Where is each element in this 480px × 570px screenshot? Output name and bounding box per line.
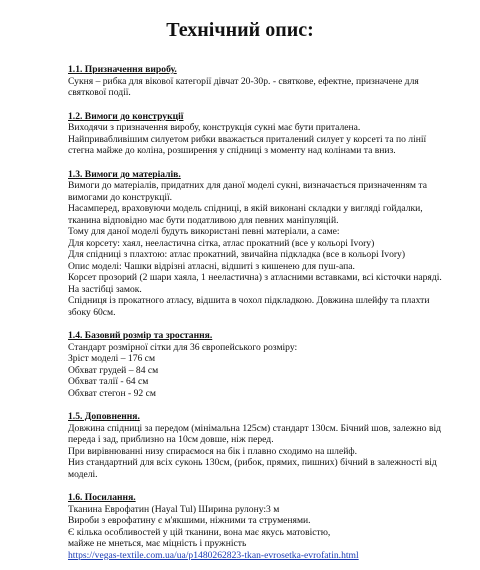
section-additions bbox=[68, 411, 452, 480]
section-materials bbox=[68, 169, 452, 319]
paragraph: Стандарт розмірної сітки для 36 європейського розміру: bbox=[68, 341, 298, 353]
paragraph: Тканина Еврофатин (Hayal Tul) Ширина рулону:3 м bbox=[68, 503, 280, 515]
paragraph: Опис моделі: Чашки відрізні атласні, відшиті з кишенею для пуш-апа. bbox=[68, 260, 355, 272]
paragraph: Тому для даної моделі будуть використані певні матеріали, а саме: bbox=[68, 226, 340, 237]
section-references bbox=[68, 492, 452, 561]
paragraph: Низ стандартний для всіх суконь 130см, (рибок, прямих, пишних) бічний в залежності від моделі. bbox=[68, 457, 437, 480]
section-heading: 1.3. Вимоги до матеріалів. bbox=[68, 168, 181, 180]
section-heading: 1.5. Доповнення. bbox=[68, 411, 140, 422]
paragraph: Довжина спідниці за передом (мінімальна 125см) стандарт 130см. Бічний шов, залежно від переда і зад, приблизно на 10см довше, ніж перед. bbox=[68, 422, 442, 445]
paragraph: Для спідниці з плахтою: атлас прокатний, звичайна підкладка (все в кольорі Ivory) bbox=[68, 249, 406, 260]
section-heading: 1.4. Базовий розмір та зростання. bbox=[68, 330, 213, 341]
paragraph: Корсет прозорий (2 шари хаяла, 1 нееластична) з атласними вставками, всі кісточки наряді. На застібці замок. bbox=[68, 272, 442, 295]
paragraph: Сукня – рибка для вікової категорії дівчат 20-30р. - святкове, ефектне, призначене для святкової події. bbox=[68, 75, 419, 98]
paragraph: Для корсету: хаял, нееластична сітка, атлас прокатний (все у кольорі Ivory) bbox=[68, 237, 375, 249]
section-heading: 1.2. Вимоги до конструкції bbox=[68, 110, 184, 122]
section-heading: 1.6. Посилання. bbox=[68, 492, 136, 503]
paragraph: Спідниця із прокатного атласу, відшита в чохол підкладкою. Довжина шлейфу та плахти збоку 60см. bbox=[68, 295, 430, 318]
section-heading: 1.1. Призначення виробу. bbox=[68, 64, 177, 75]
paragraph: Вимоги до матеріалів, придатних для даної моделі сукні, визначається призначенням та вимогами до конструкції. bbox=[68, 180, 427, 203]
paragraph: Є кілька особливостей у цій тканини, вона має якусь матовістю, bbox=[68, 526, 331, 538]
section-construction bbox=[68, 111, 452, 157]
paragraph: Насамперед, враховуючи модель спідниці, в якій виконані складки у вигляді гойдалки, тканина відповідно має бути податливою для певних маніпуляцій. bbox=[68, 203, 423, 226]
reference-link[interactable]: https://vegas-textile.com.ua/ua/p1480262823-tkan-evrosetka-evrofatin.html bbox=[68, 549, 359, 561]
document-title: Технічний опис: bbox=[166, 19, 314, 41]
paragraph: Обхват талії - 64 см bbox=[68, 376, 149, 387]
paragraph: Зріст моделі – 176 см bbox=[68, 353, 156, 364]
paragraph: Обхват грудей – 84 см bbox=[68, 364, 159, 376]
paragraph: Обхват стегон - 92 см bbox=[68, 387, 156, 399]
section-base-size bbox=[68, 330, 452, 399]
paragraph: Найпривабливішим силуетом рибки вважається приталений силует у корсеті та по лінії стегна майже до коліна, розширення у спідниці з моменту над колінами та вниз. bbox=[68, 133, 427, 156]
paragraph: майже не мнеться, має міцність і пружність bbox=[68, 538, 247, 549]
paragraph: Вироби з еврофатину є м'якшими, ніжними та струменями. bbox=[68, 515, 311, 526]
paragraph: Виходячи з призначення виробу, конструкція сукні має бути приталена. bbox=[68, 122, 361, 133]
paragraph: При вирівнюванні низу спираємося на бік і плавно сходимо на шлейф. bbox=[68, 445, 357, 457]
section-purpose bbox=[68, 64, 452, 99]
